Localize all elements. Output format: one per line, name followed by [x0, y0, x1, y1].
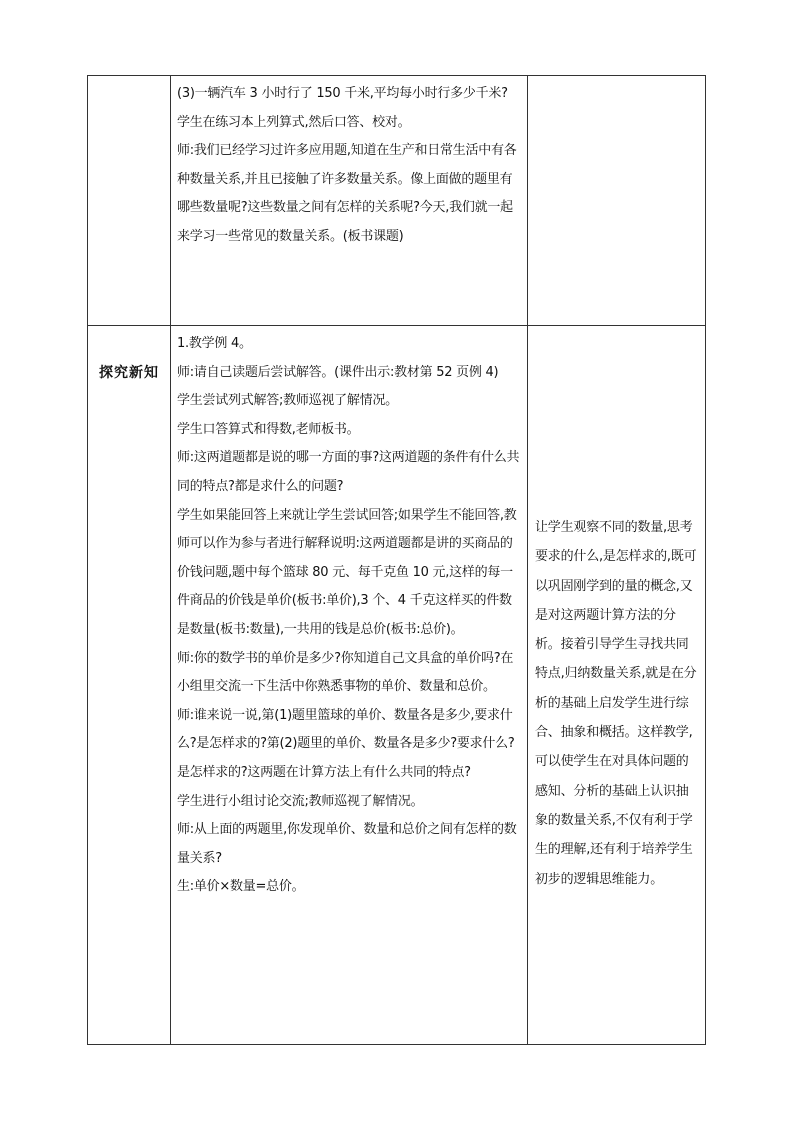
section-label: 探究新知: [99, 365, 159, 381]
paragraph: 学生尝试列式解答;教师巡视了解情况。: [177, 393, 398, 409]
content-cell: [171, 76, 528, 325]
paragraph: 师:从上面的两题里,你发现单价、数量和总价之间有怎样的数量关系?: [177, 822, 517, 866]
section-cell: [88, 76, 171, 325]
section-cell: [88, 326, 171, 1044]
paragraph: 生:单价×数量=总价。: [177, 879, 305, 895]
paragraph: (3)一辆汽车 3 小时行了 150 千米,平均每小时行多少千米?: [177, 86, 508, 101]
content-cell: [171, 326, 528, 1044]
paragraph: 师:这两道题都是说的哪一方面的事?这两道题的条件有什么共同的特点?都是求什么的问题?: [177, 450, 520, 494]
table-row: [88, 76, 705, 326]
paragraph: 学生在练习本上列算式,然后口答、校对。: [177, 114, 411, 130]
paragraph: 师:请自己读题后尝试解答。(课件出示:教材第 52 页例 4): [177, 364, 499, 380]
paragraph: 师:谁来说一说,第(1)题里篮球的单价、数量各是多少,要求什么?是怎样求的?第(2)题里的单价、数量各是多少?要求什么?是怎样求的?这两题在计算方法上有什么共同的特点?: [177, 707, 515, 780]
paragraph: 师:你的数学书的单价是多少?你知道自己文具盒的单价吗?在小组里交流一下生活中你熟悉事物的单价、数量和总价。: [177, 650, 514, 695]
note-cell: [528, 76, 705, 325]
lesson-plan-table: [87, 75, 706, 1045]
table-row: [88, 326, 705, 1044]
paragraph: 学生进行小组讨论交流;教师巡视了解情况。: [177, 793, 424, 809]
note-cell: [528, 326, 705, 1044]
paragraph: 1.教学例 4。: [177, 336, 252, 351]
design-note: 让学生观察不同的数量,思考要求的什么,是怎样求的,既可以巩固刚学到的量的概念,又是对这两题计算方法的分析。接着引导学生寻找共同特点,归纳数量关系,就是在分析的基础上启发学生进行综合、抽象和概括。这样教学,可以使学生在对具体问题的感知、分析的基础上认识抽象的数量关系,不仅有利于学生的理解,还有利于培养学生初步的逻辑思维能力。: [535, 520, 697, 887]
content-text: [171, 326, 527, 902]
paragraph: 师:我们已经学习过许多应用题,知道在生产和日常生活中有各种数量关系,并且已接触了许多数量关系。像上面做的题里有哪些数量呢?这些数量之间有怎样的关系呢?今天,我们就一起来学习一些常见的数量关系。(板书课题): [177, 143, 517, 244]
paragraph: 学生如果能回答上来就让学生尝试回答;如果学生不能回答,教师可以作为参与者进行解释说明:这两道题都是讲的买商品的价钱问题,题中每个篮球 80 元、每千克鱼 10 元,这样的每一件商品的价钱是单价(板书:单价),3 个、4 千克这样买的件数是数量(板书:数量),一共用的钱是总价(板书:总价)。: [177, 507, 517, 637]
content-text: [171, 76, 527, 252]
paragraph: 学生口答算式和得数,老师板书。: [177, 421, 360, 437]
